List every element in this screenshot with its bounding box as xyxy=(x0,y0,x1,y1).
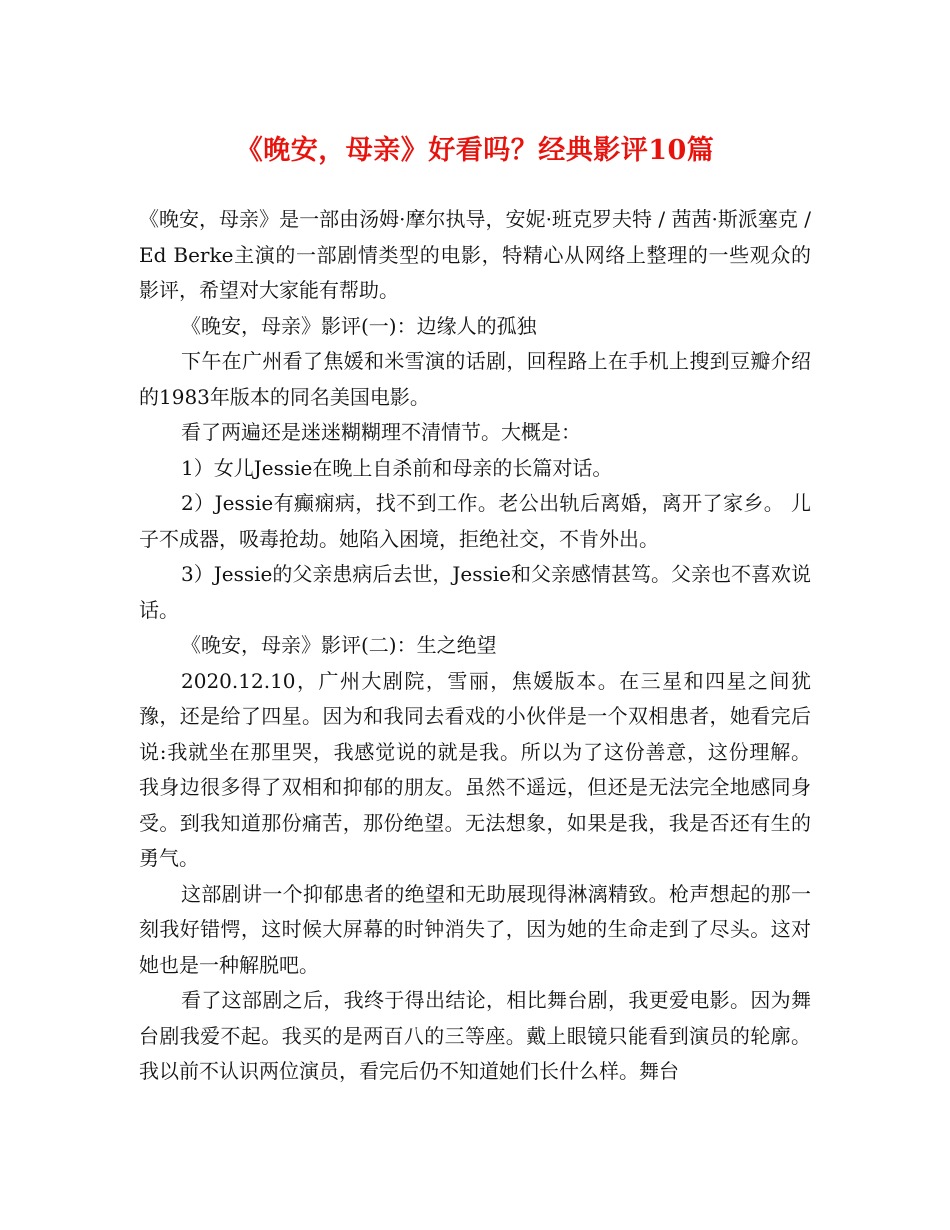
body-paragraph: 2020.12.10，广州大剧院，雪丽，焦媛版本。在三星和四星之间犹豫，还是给了四星。因为和我同去看戏的小伙伴是一个双相患者，她看完后说:我就坐在那里哭，我感觉说的就是我。所以为了这份善意，这份理解。 我身边很多得了双相和抑郁的朋友。虽然不遥远，但还是无法完全地感同身受。到我知道那份痛苦，那份绝望。无法想象，如果是我，我是否还有生的勇气。 xyxy=(139,668,811,870)
body-paragraph: 下午在广州看了焦媛和米雪演的话剧，回程路上在手机上搜到豆瓣介绍的1983年版本的同名美国电影。 xyxy=(139,349,811,409)
body-paragraph: 3）Jessie的父亲患病后去世，Jessie和父亲感情甚笃。父亲也不喜欢说话。 xyxy=(139,562,811,622)
review-2-heading: 《晚安，母亲》影评(二)：生之绝望 xyxy=(181,633,497,657)
body-paragraph: 看了两遍还是迷迷糊糊理不清情节。大概是： xyxy=(181,420,581,444)
body-paragraph: 这部剧讲一个抑郁患者的绝望和无助展现得淋漓精致。枪声想起的那一刻我好错愕，这时候大屏幕的时钟消失了，因为她的生命走到了尽头。这对她也是一种解脱吧。 xyxy=(139,881,811,977)
body-paragraph: 1）女儿Jessie在晚上自杀前和母亲的长篇对话。 xyxy=(181,455,613,480)
intro-paragraph: 《晚安，母亲》是一部由汤姆·摩尔执导，安妮·班克罗夫特 / 茜茜·斯派塞克 / Ed Berke主演的一部剧情类型的电影，特精心从网络上整理的一些观众的影评，希望对大家能有帮助。 xyxy=(139,207,811,302)
body-paragraph: 看了这部剧之后，我终于得出结论，相比舞台剧，我更爱电影。因为舞台剧我爱不起。我买的是两百八的三等座。戴上眼镜只能看到演员的轮廓。我以前不认识两位演员，看完后仍不知道她们长什么样。舞台 xyxy=(139,988,811,1083)
body-paragraph: 2）Jessie有癫痫病，找不到工作。老公出轨后离婚，离开了家乡。 儿子不成器，吸毒抢劫。她陷入困境，拒绝社交，不肯外出。 xyxy=(139,491,811,551)
document-body xyxy=(139,202,811,1090)
review-1-heading: 《晚安，母亲》影评(一)：边缘人的孤独 xyxy=(181,313,537,338)
document-title: 《晚安，母亲》好看吗？经典影评10篇 xyxy=(235,135,715,166)
